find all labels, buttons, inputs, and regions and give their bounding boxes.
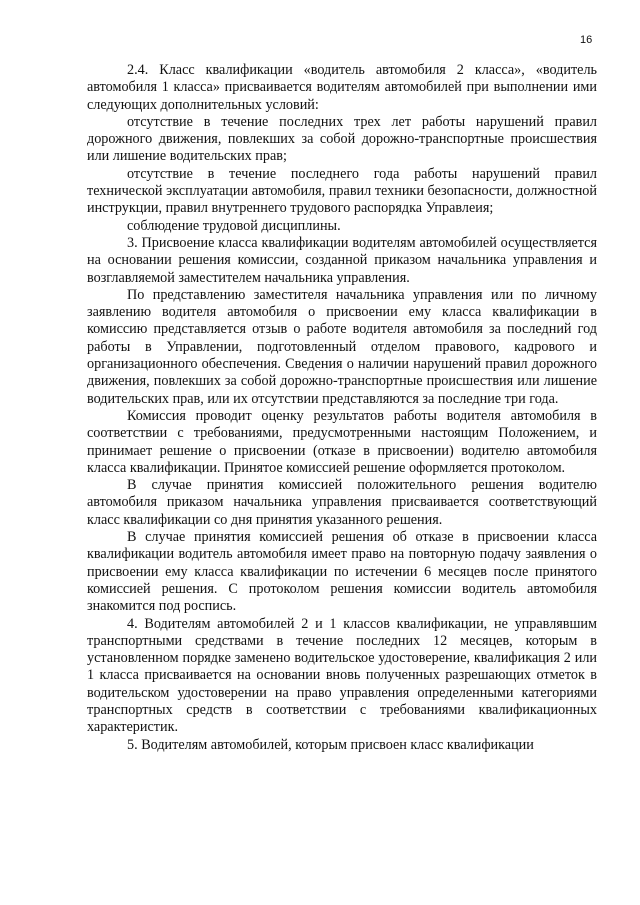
paragraph-condition-technical-violations: отсутствие в течение последнего года работы нарушений правил технической эксплуатации автомобиля, правил техники безопасности, должностной инструкции, правил внутреннего трудового распорядка Управлеия; bbox=[87, 165, 597, 217]
paragraph-positive-decision: В случае принятия комиссией положительного решения водителю автомобиля приказом начальника управления присваивается соответствующий класс квалификации со дня принятия указанного решения. bbox=[87, 477, 597, 528]
paragraph-review-submission: По представлению заместителя начальника управления или по личному заявлению водителя автомобиля о присвоении ему класса квалификации в комиссию представляется отзыв о работе водителя автомобиля за последний год работы в Управлении, подготовленный отделом правового, кадрового и организационного обеспечения. Сведения о наличии нарушений правил дорожного движения, повлекших за собой дорожно-транспортные происшествия или лишение водительских прав, или их отсутствии представляются за последние три года. bbox=[87, 286, 597, 407]
paragraph-condition-discipline: соблюдение трудовой дисциплины. bbox=[127, 217, 341, 234]
page-number: 16 bbox=[580, 34, 593, 46]
paragraph-5: 5. Водителям автомобилей, которым присвоен класс квалификации bbox=[127, 736, 534, 753]
paragraph-3: 3. Присвоение класса квалификации водителям автомобилей осуществляется на основании решения комиссии, созданной приказом начальника управления и возглавляемой заместителем начальника управления. bbox=[87, 234, 597, 286]
paragraph-4: 4. Водителям автомобилей 2 и 1 классов квалификации, не управлявшим транспортными средствами в течение последних 12 месяцев, которым в установленном порядке заменено водительское удостоверение, квалификация 2 или 1 класса присваивается на основании вновь полученных разрешающих отметок в водительском удостоверении на право управления определенными категориями транспортных средств в соответствии с требованиями квалификационных характеристик. bbox=[87, 615, 597, 736]
document-body bbox=[87, 62, 597, 754]
paragraph-condition-traffic-violations: отсутствие в течение последних трех лет работы нарушений правил дорожного движения, повлекших за собой дорожно-транспортные происшествия или лишение водительских прав; bbox=[87, 113, 597, 165]
paragraph-2-4: 2.4. Класс квалификации «водитель автомобиля 2 класса», «водитель автомобиля 1 класса» присваивается водителям автомобилей при выполнении ими следующих дополнительных условий: bbox=[87, 62, 597, 113]
paragraph-refusal-decision: В случае принятия комиссией решения об отказе в присвоении класса квалификации водитель автомобиля имеет право на повторную подачу заявления о присвоении ему класса квалификации по истечении 6 месяцев после принятого комиссией решения. С протоколом решения комиссии водитель автомобиля знакомится под роспись. bbox=[87, 529, 597, 615]
paragraph-commission-assessment: Комиссия проводит оценку результатов работы водителя автомобиля в соответствии с требованиями, предусмотренными настоящим Положением, и принимает решение о присвоении (отказе в присвоении) водителю автомобиля класса квалификации. Принятое комиссией решение оформляется протоколом. bbox=[87, 407, 597, 476]
